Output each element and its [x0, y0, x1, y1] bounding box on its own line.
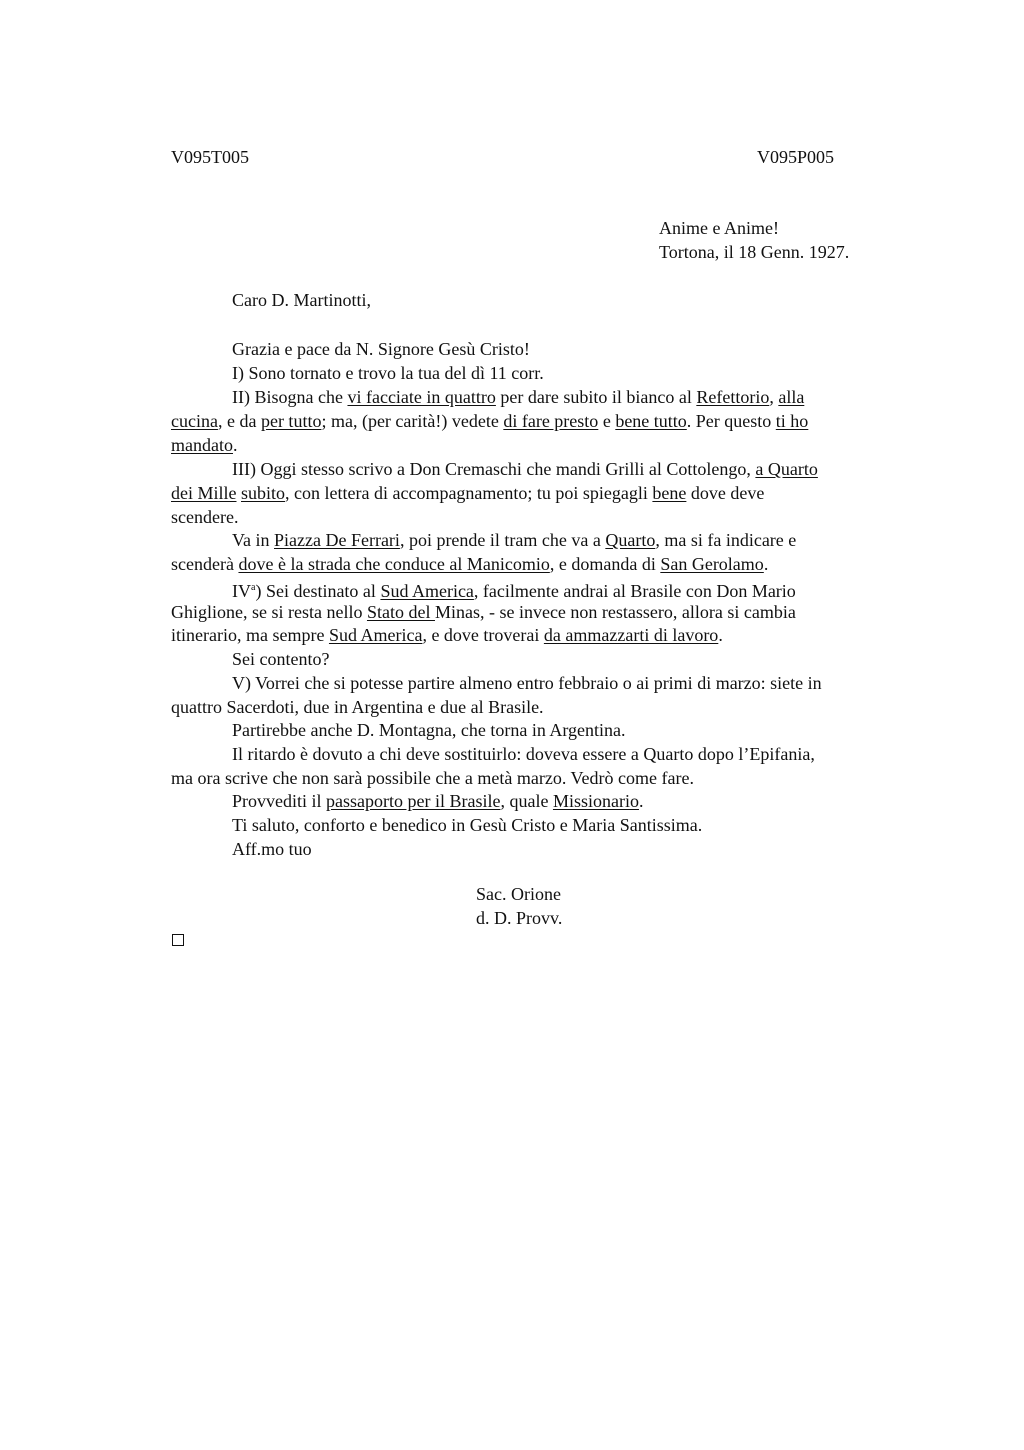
body-line: Aff.mo tuo [232, 839, 312, 859]
body-line: itinerario, ma sempre Sud America, e dove troverai da ammazzarti di lavoro. [171, 625, 723, 645]
body-line: cucina, e da per tutto; ma, (per carità!) vedete di fare presto e bene tutto. Per questo ti ho [171, 411, 809, 431]
body-line: II) Bisogna che vi facciate in quattro per dare subito il bianco al Refettorio, alla [232, 387, 805, 407]
body-line: I) Sono tornato e trovo la tua del dì 11 corr. [232, 363, 544, 383]
heading-motto: Anime e Anime! [659, 218, 779, 238]
body-line: Il ritardo è dovuto a chi deve sostituirlo: doveva essere a Quarto dopo l’Epifania, [232, 744, 815, 764]
salutation: Caro D. Martinotti, [232, 290, 371, 310]
body-line: Grazia e pace da N. Signore Gesù Cristo! [232, 339, 530, 359]
header-left-code: V095T005 [171, 147, 249, 167]
body-line: mandato. [171, 435, 238, 455]
body-line: dei Mille subito, con lettera di accompagnamento; tu poi spiegagli bene dove deve [171, 483, 765, 503]
signature-title: d. D. Provv. [476, 908, 563, 928]
body-line: Partirebbe anche D. Montagna, che torna in Argentina. [232, 720, 626, 740]
body-line: Sei contento? [232, 649, 330, 669]
body-line: $IV^a$) Sei destinato al Sud America, facilmente andrai al Brasile con Don Mario [232, 581, 796, 601]
checkbox-square-icon [172, 934, 184, 946]
heading-place-date: Tortona, il 18 Genn. 1927. [659, 242, 850, 262]
body-line: Ti saluto, conforto e benedico in Gesù Cristo e Maria Santissima. [232, 815, 703, 835]
body-line: ma ora scrive che non sarà possibile che a metà marzo. Vedrò come fare. [171, 768, 694, 788]
body-line: Ghiglione, se si resta nello Stato del Minas, - se invece non restassero, allora si cambia [171, 602, 796, 622]
body-line: scendere. [171, 507, 239, 527]
body-line: III) Oggi stesso scrivo a Don Cremaschi che mandi Grilli al Cottolengo, a Quarto [232, 459, 818, 479]
body-line: scenderà dove è la strada che conduce al Manicomio, e domanda di San Gerolamo. [171, 554, 769, 574]
body-line: V) Vorrei che si potesse partire almeno entro febbraio o ai primi di marzo: siete in [232, 673, 822, 693]
body-line: Va in Piazza De Ferrari, poi prende il tram che va a Quarto, ma si fa indicare e [232, 530, 797, 550]
body-line: Provvediti il passaporto per il Brasile, quale Missionario. [232, 791, 644, 811]
header-right-code: V095P005 [757, 147, 835, 167]
body-line: quattro Sacerdoti, due in Argentina e due al Brasile. [171, 697, 544, 717]
signature-name: Sac. Orione [476, 884, 561, 904]
